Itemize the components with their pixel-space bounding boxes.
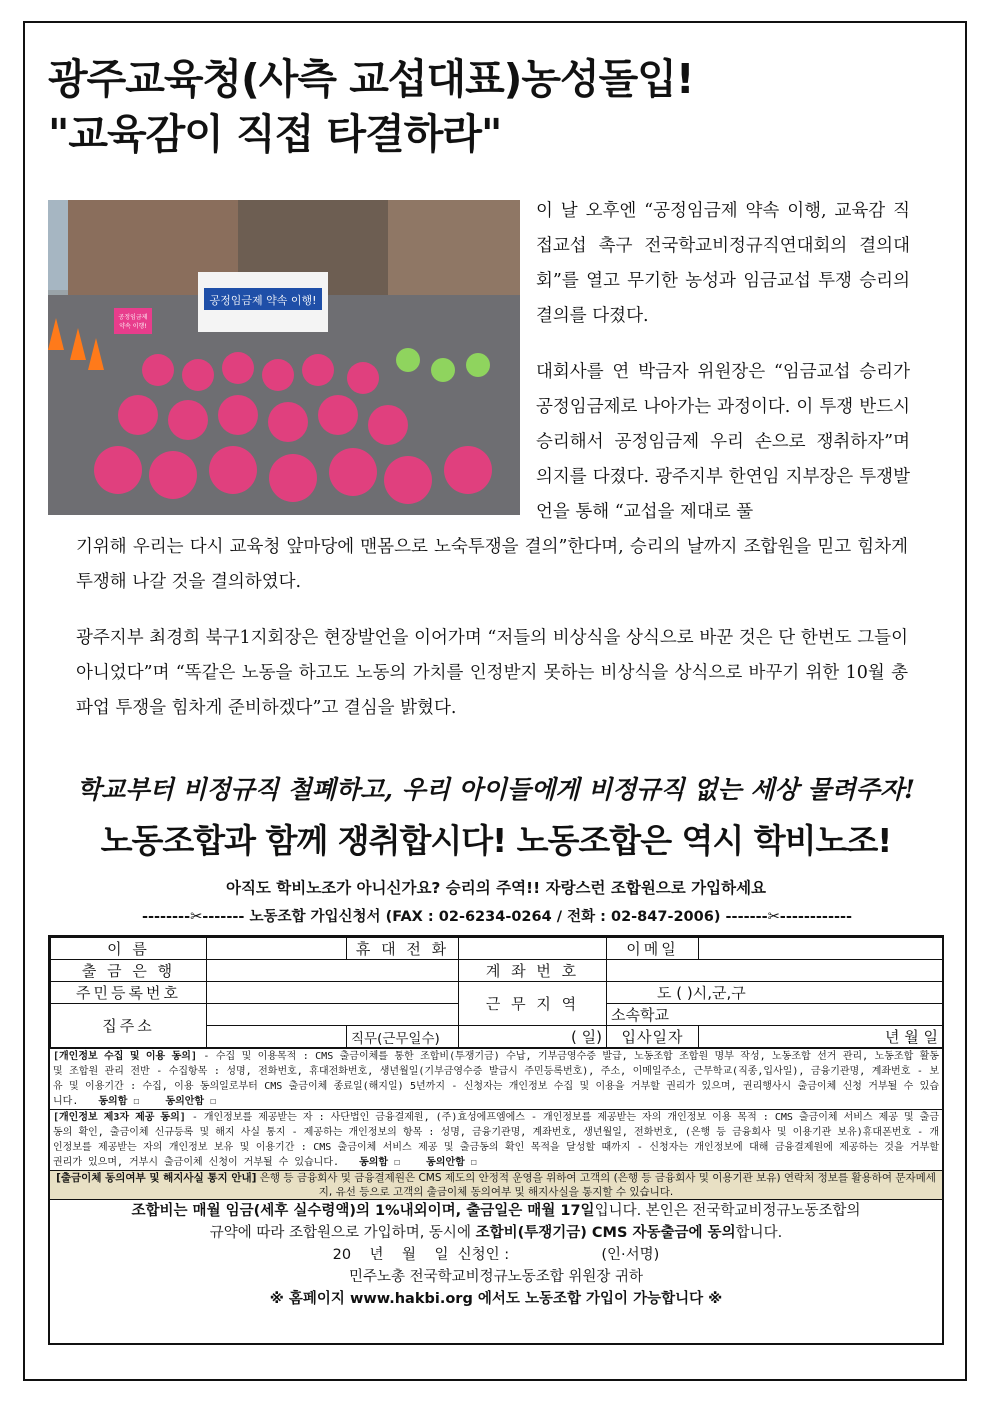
consent2-disagree-checkbox[interactable]: 동의안함 ☐ <box>426 1157 477 1168</box>
address-field-2[interactable] <box>207 1026 347 1048</box>
days-field[interactable]: ( 일) <box>459 1026 607 1048</box>
fee-terms-end: 합니다. <box>735 1225 783 1241</box>
region-field[interactable]: 도 ( )시,군,구 <box>607 982 943 1004</box>
slogan-italic: 학교부터 비정규직 철폐하고, 우리 아이들에게 비정규직 없는 세상 물려주자! <box>77 775 915 804</box>
fee-rate: 조합비는 매월 임금(세후 실수령액)의 1%내외이며, 출금일은 매월 17일 <box>131 1203 595 1219</box>
privacy-consent-2 <box>50 1109 942 1170</box>
article-paragraph-2a: 대회사를 연 박금자 위원장은 “임금교섭 승리가 공정임금제로 나아가는 과정이다. 이 투쟁 반드시 승리해서 공정임금제 우리 손으로 쟁취하자”며 의지를 다졌다. 광주지부 한연임 지부장은 투쟁발언을 통해 “교섭을 제대로 풀 <box>536 362 910 522</box>
account-label: 계 좌 번 호 <box>459 960 607 982</box>
consent1-text: - 수집 및 이용목적 : CMS 출금이체를 통한 조합비(투쟁기금) 수납, 기부금영수증 발급, 노동조합 조합원 명부 작성, 노동조합 선거 관리, 노동조합 활동 및 조합원 관리 전반 - 수집항목 : 성명, 전화번호, 휴대전화번호, 생년월일(기부금영수증 발급시 주민등록번호), 주소, 이메일주소, 근무학교(직종,입사일), 금융기관명, 계좌번호 - 보유 및 이용기간 : 수집, 이용 동의일로부터 CMS 출금이체 종료일(해지일) 5년까지 - 신청자는 개인정보 수집 및 이용을 거부할 권리가 있으며, 권리행사시 출금이체 신청 거부될 수 있습니다. <box>53 1051 939 1107</box>
join-invitation: 아직도 학비노조가 아니신가요? 승리의 주역!! 자랑스런 조합원으로 가입하세요 <box>225 879 767 897</box>
name-label: 이 름 <box>51 938 207 960</box>
bank-label: 출 금 은 행 <box>51 960 207 982</box>
joindate-field[interactable]: 년 월 일 <box>699 1026 943 1048</box>
address-label: 집주소 <box>51 1004 207 1048</box>
email-field[interactable] <box>699 938 943 960</box>
homepage-note: ※ 홈페이지 www.hakbi.org 에서도 노동조합 가입이 가능합니다 ※ <box>269 1291 723 1307</box>
article-paragraph-1: 이 날 오후엔 “공정임금제 약속 이행, 교육감 직접교섭 촉구 전국학교비정규직연대회의 결의대회”를 열고 무기한 농성과 임금교섭 투쟁 승리의 결의를 다졌다. <box>536 201 910 326</box>
addressee: 민주노총 전국학교비정규노동조합 위원장 귀하 <box>349 1269 643 1285</box>
form-fields <box>50 937 943 1048</box>
cut-line-right: -------✂------------ <box>725 909 853 925</box>
email-label: 이메일 <box>607 938 699 960</box>
privacy-consent-1 <box>50 1048 942 1109</box>
notice-text: 은행 등 금융회사 및 금융결제원은 CMS 제도의 안정적 운영을 위하여 고객의 (은행 등 금융회사 및 이용기관 보유) 연락처 정보를 활용하여 문자메세지, 유선 등으로 고객의 출금이체 동의여부 및 해지사실을 통지할 수 있습니다. <box>259 1172 936 1198</box>
consent1-agree-checkbox[interactable]: 동의함 ☐ <box>98 1096 140 1107</box>
notice-title: [출금이체 동의여부 및 해지사실 통지 안내] <box>56 1172 257 1184</box>
phone-label: 휴 대 전 화 <box>347 938 459 960</box>
phone-field[interactable] <box>459 938 607 960</box>
headline-line2: "교육감이 직접 타결하라" <box>48 110 502 158</box>
article-paragraph-3: 광주지부 최경희 북구1지회장은 현장발언을 이어가며 “저들의 비상식을 상식으로 바꾼 것은 단 한번도 그들이 아니었다”며 “똑같은 노동을 하고도 노동의 가치를 인정받지 못하는 비상식을 상식으로 바꾸기 위한 10월 총파업 투쟁을 힘차게 준비하겠다”고 결심을 밝혔다. <box>76 628 908 718</box>
tent-banner: 공정임금제 약속 이행! <box>209 294 317 307</box>
membership-form <box>48 935 944 1345</box>
rally-photo <box>48 200 520 515</box>
rrn-label: 주민등록번호 <box>51 982 207 1004</box>
fee-terms: 규약에 따라 조합원으로 가입하며, 동시에 <box>209 1225 476 1241</box>
sign-line1: 공정임금제 <box>118 314 148 321</box>
consent2-agree-checkbox[interactable]: 동의함 ☐ <box>359 1157 401 1168</box>
name-field[interactable] <box>207 938 347 960</box>
consent2-title: [개인정보 제3자 제공 동의] <box>53 1112 186 1123</box>
address-field[interactable] <box>207 1004 459 1026</box>
rrn-field[interactable] <box>207 982 459 1004</box>
fee-line-1 <box>50 1200 942 1222</box>
sign-line2: 약속 이행! <box>119 323 147 330</box>
headline-line1: 광주교육청(사측 교섭대표)농성돌입! <box>48 55 694 103</box>
cms-consent: 조합비(투쟁기금) CMS 자동출금에 동의 <box>475 1225 736 1241</box>
joindate-label: 입사일자 <box>607 1026 699 1048</box>
consent1-disagree-checkbox[interactable]: 동의안함 ☐ <box>165 1096 217 1107</box>
workplace-label: 근 무 지 역 <box>459 982 607 1026</box>
fee-rate-rest: 입니다. 본인은 전국학교비정규노동조합의 <box>594 1203 861 1219</box>
cut-line-left: --------✂------- <box>141 909 245 925</box>
form-title: 노동조합 가입신청서 (FAX : 02-6234-0264 / 전화 : 02-847-2006) <box>249 909 721 925</box>
fee-agreement <box>50 1199 942 1310</box>
job-label: 직무(근무일수) <box>347 1026 459 1048</box>
bank-field[interactable] <box>207 960 459 982</box>
consent2-text: - 개인정보를 제공받는 자 : 사단법인 금융결제원, (주)효성에프엠에스 - 개인정보를 제공받는 자의 개인정보 이용 목적 : CMS 출금이체 서비스 제공 및 출금동의 확인, 출금이체 신규등록 및 해지 사실 통지 - 제공하는 개인정보의 항목 : 성명, 금융기관명, 계좌번호, 생년월일, 전화번호, (은행 등 금융회사 및 이용기관 보유)휴대폰번호 - 개인정보를 제공받는 자의 개인정보 보유 및 이용기간 : CMS 출금이체 서비스 제공 및 출금동의 확인 목적을 달성할 때까지 - 신청자는 개인정보에 대해 금융결제원에 제공하는 것을 거부할 권리가 있으며, 거부시 출금이체 신청이 거부될 수 있습니다. <box>53 1112 939 1168</box>
consent1-title: [개인정보 수집 및 이용 동의] <box>53 1051 197 1062</box>
cms-notice <box>50 1170 942 1199</box>
school-field[interactable]: 소속학교 <box>607 1004 943 1026</box>
article-paragraph-2b: 기위해 우리는 다시 교육청 앞마당에 맨몸으로 노숙투쟁을 결의”한다며, 승리의 날까지 조합원을 믿고 힘차게 투쟁해 나갈 것을 결의하였다. <box>76 537 908 592</box>
signature-line[interactable]: 20 년 월 일 신청인 : (인·서명) <box>332 1247 660 1263</box>
headline <box>48 52 694 162</box>
fee-line-2 <box>50 1222 942 1244</box>
cut-line <box>62 905 932 926</box>
account-field[interactable] <box>607 960 943 982</box>
slogan-main: 노동조합과 함께 쟁취합시다! 노동조합은 역시 학비노조! <box>100 821 892 860</box>
